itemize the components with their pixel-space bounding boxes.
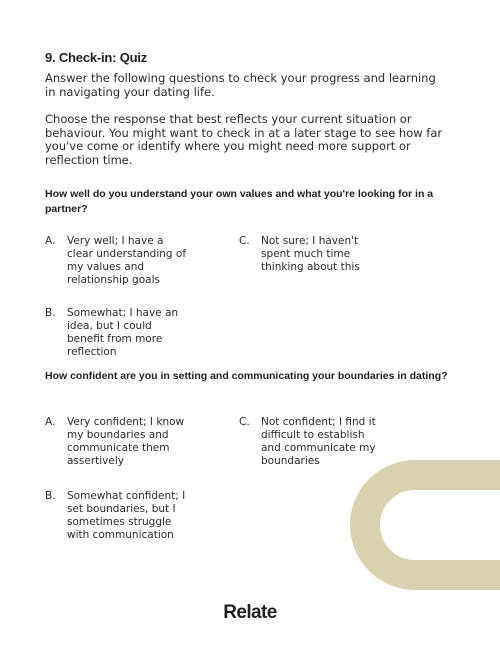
option-letter: B. (45, 307, 56, 319)
option-text: Not confident; I find it difficult to establish and communicate my boundaries (261, 416, 376, 467)
option-text: Not sure; I haven't spent much time thinking about this (261, 235, 360, 273)
question-1-option-c[interactable] (239, 235, 381, 274)
relate-logo: Relate (223, 602, 277, 623)
option-letter: C. (239, 235, 250, 247)
option-text: Somewhat; I have an idea, but I could benefit from more reflection (67, 307, 179, 358)
question-1: How well do you understand your own values and what you're looking for in a partner? (45, 188, 434, 215)
option-letter: A. (45, 416, 56, 428)
option-letter: C. (239, 416, 250, 428)
question-2-option-c[interactable] (239, 416, 381, 468)
question-1-option-b[interactable] (45, 307, 187, 359)
question-2-option-b[interactable] (45, 490, 187, 542)
option-text: Very confident; I know my boundaries and communicate them assertively (67, 416, 185, 467)
question-1-option-a[interactable] (45, 235, 187, 287)
option-letter: A. (45, 235, 56, 247)
page-title: 9. Check-in: Quiz (45, 50, 148, 65)
instructions-paragraph: Choose the response that best reflects your current situation or behaviour. You might want to check in at a later stage to see how far you've come or identify where you might need more support or reflection time. (45, 112, 443, 167)
option-text: Somewhat confident; I set boundaries, but I sometimes struggle with communication (67, 490, 186, 541)
intro-paragraph: Answer the following questions to check your progress and learning in navigating your dating life. (45, 71, 436, 99)
option-text: Very well; I have a clear understanding of my values and relationship goals (67, 235, 187, 286)
option-letter: B. (45, 490, 56, 502)
question-2-option-a[interactable] (45, 416, 187, 468)
decorative-ring-shape (350, 460, 500, 590)
question-2: How confident are you in setting and communicating your boundaries in dating? (45, 370, 448, 382)
